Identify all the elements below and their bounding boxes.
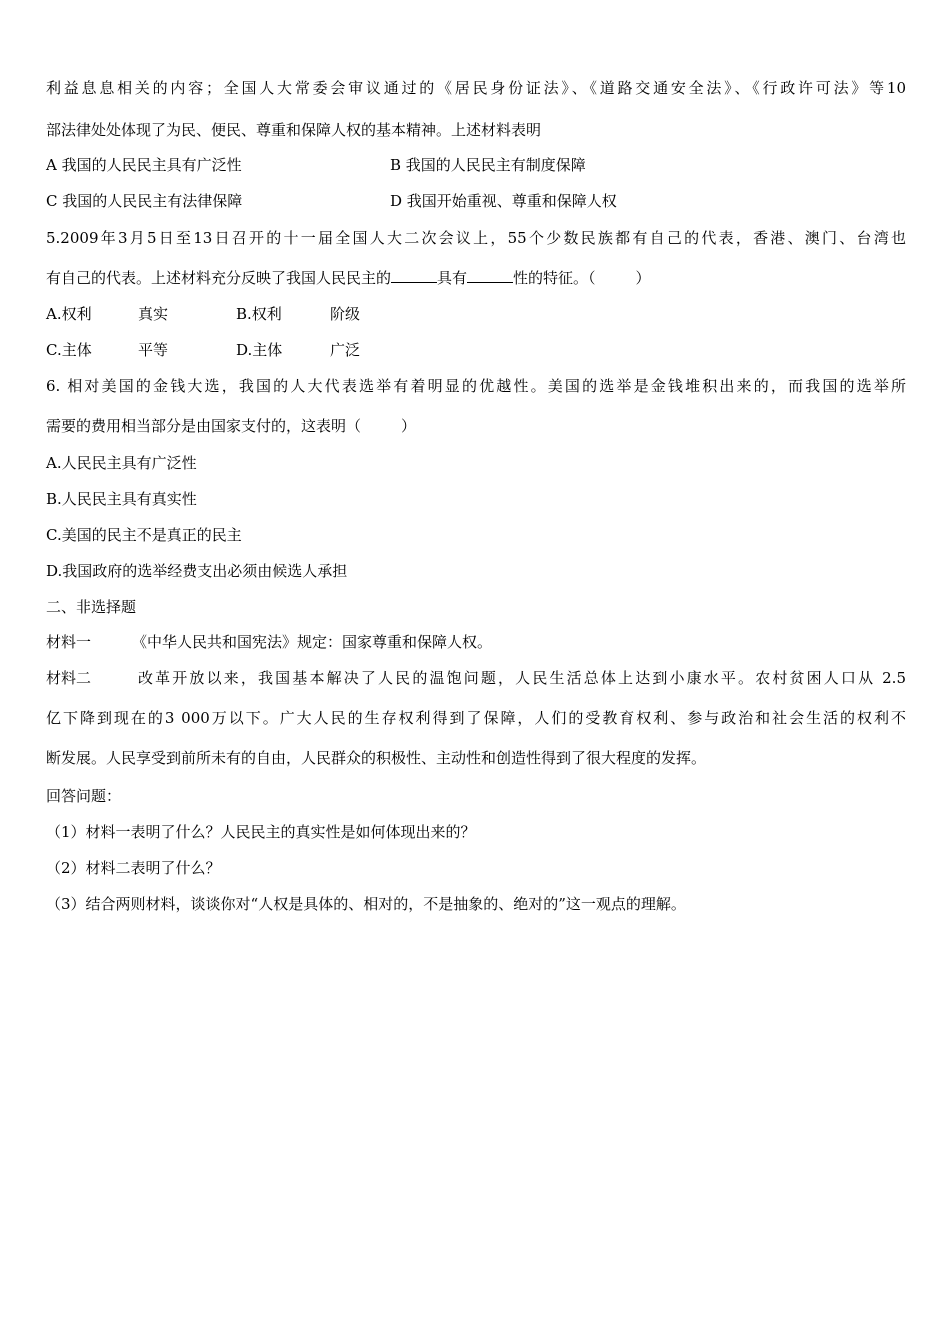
q5-option-d-value: 广泛 [330, 341, 361, 359]
question-1: （1）材料一表明了什么？人民民主的真实性是如何体现出来的？ [46, 823, 476, 841]
q5-stem-text-d: ） [635, 269, 651, 287]
question-3: （3）结合两则材料，谈谈你对“人权是具体的、相对的，不是抽象的、绝对的”这一观点的理解。 [46, 895, 686, 913]
material-1-label: 材料一 [46, 633, 92, 651]
q5-stem-text-a: 有自己的代表。上述材料充分反映了我国人民民主的 [46, 269, 392, 287]
q6-stem-text-end: ） [401, 417, 417, 435]
q4-option-b: B 我国的人民民主有制度保障 [390, 156, 586, 174]
q5-options-row-1 [46, 304, 906, 324]
q5-option-a-value: 真实 [138, 305, 169, 323]
q5-option-b-value: 阶级 [330, 305, 361, 323]
section-heading: 二、非选择题 [46, 598, 137, 616]
material-2-line-2: 亿下降到现在的3 000万以下。广大人民的生存权利得到了保障，人们的受教育权利、参与政治和社会生活的权利不 [46, 709, 906, 727]
q5-option-a-label: A.权利 [46, 305, 92, 323]
q6-option-d: D.我国政府的选举经费支出必须由候选人承担 [46, 562, 348, 580]
q4-option-c: C 我国的人民民主有法律保障 [46, 192, 243, 210]
material-2-line-1 [46, 668, 906, 688]
material-1-text: 《中华人民共和国宪法》规定：国家尊重和保障人权。 [132, 633, 493, 651]
material-1 [46, 632, 906, 652]
material-2-line-3: 断发展。人民享受到前所未有的自由，人民群众的积极性、主动性和创造性得到了很大程度的发挥。 [46, 749, 707, 767]
q4-option-a: A 我国的人民民主具有广泛性 [46, 156, 242, 174]
q6-option-a: A.人民民主具有广泛性 [46, 454, 197, 472]
q4-options-row-1 [46, 155, 906, 175]
q5-option-d-label: D.主体 [236, 341, 283, 359]
q5-stem-line-1: 5.2009年3月5日至13日召开的十一届全国人大二次会议上，55个少数民族都有自己的代表，香港、澳门、台湾也 [46, 229, 906, 247]
q6-option-b: B.人民民主具有真实性 [46, 490, 197, 508]
q5-options-row-2 [46, 340, 906, 360]
answer-heading: 回答问题： [46, 787, 122, 805]
q6-stem-line-2 [46, 416, 906, 436]
q6-option-c: C.美国的民主不是真正的民主 [46, 526, 242, 544]
question-2: （2）材料二表明了什么？ [46, 859, 221, 877]
q5-stem-text-b: 具有 [437, 269, 468, 287]
q6-stem-line-1: 6. 相对美国的金钱大选，我国的人大代表选举有着明显的优越性。美国的选举是金钱堆积出来的，而我国的选举所 [46, 377, 906, 395]
q4-options-row-2 [46, 191, 906, 211]
q5-blank-1 [391, 268, 437, 283]
q4-option-d: D 我国开始重视、尊重和保障人权 [390, 192, 617, 210]
q5-stem-line-2 [46, 268, 906, 288]
q5-option-c-label: C.主体 [46, 341, 92, 359]
material-2-label: 材料二 [46, 669, 92, 687]
q5-option-b-label: B.权利 [236, 305, 282, 323]
q6-stem-text: 需要的费用相当部分是由国家支付的，这表明（ [46, 417, 362, 435]
q5-option-c-value: 平等 [138, 341, 169, 359]
q5-blank-2 [467, 268, 513, 283]
q4-stem-line-2: 部法律处处体现了为民、便民、尊重和保障人权的基本精神。上述材料表明 [46, 121, 542, 139]
q4-stem-line-1: 利益息息相关的内容；全国人大常委会审议通过的《居民身份证法》、《道路交通安全法》、《行政许可法》等10 [46, 79, 906, 97]
material-2-text-line-1: 改革开放以来，我国基本解决了人民的温饱问题，人民生活总体上达到小康水平。农村贫困人口从 2.5 [138, 669, 906, 687]
q5-stem-text-c: 性的特征。（ [513, 269, 596, 287]
